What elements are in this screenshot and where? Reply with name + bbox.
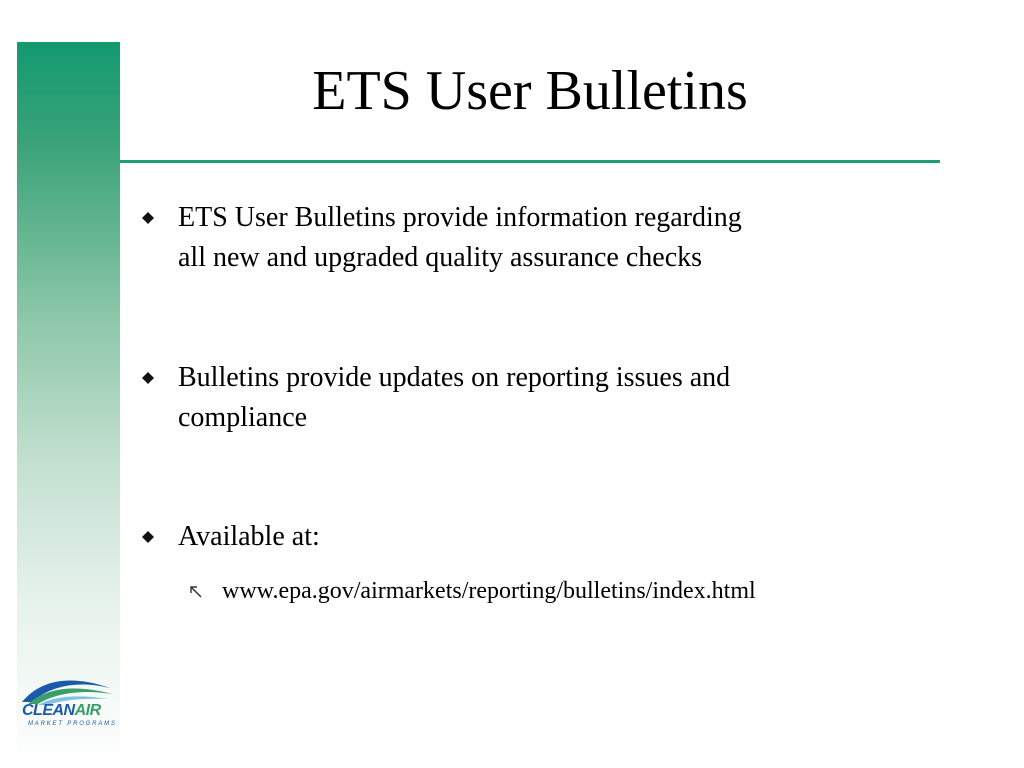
title-divider — [120, 160, 940, 163]
bullet-text-line: compliance — [178, 402, 308, 433]
bullet-item — [142, 358, 862, 438]
logo-wordmark — [22, 703, 101, 719]
bullet-text-line: Available at: — [178, 521, 320, 552]
wave-logo-icon — [18, 672, 118, 706]
bullet-text — [178, 198, 742, 278]
bullet-item — [142, 198, 862, 278]
sub-bullet-item — [188, 574, 756, 608]
bullet-text — [178, 358, 730, 438]
bulletin-url-link[interactable]: www.epa.gov/airmarkets/reporting/bulletins/index.html — [222, 578, 756, 604]
logo-word-air: AIR — [74, 702, 101, 719]
clean-air-logo — [18, 672, 118, 732]
logo-word-clean: CLEAN — [22, 702, 75, 719]
diamond-bullet-icon — [142, 212, 154, 224]
bullet-text-line: Bulletins provide updates on reporting issues and — [178, 362, 731, 393]
bullet-text-line: ETS User Bulletins provide information regarding — [178, 202, 742, 233]
diamond-bullet-icon — [142, 372, 154, 384]
bullet-text-line: all new and upgraded quality assurance checks — [178, 242, 703, 273]
bullet-text — [178, 517, 320, 557]
logo-subtitle: MARKET PROGRAMS — [28, 721, 117, 727]
arrow-up-left-icon — [188, 584, 204, 600]
side-gradient-bar — [17, 42, 120, 768]
bullet-item — [142, 517, 862, 557]
slide-title: ETS User Bulletins — [312, 60, 748, 122]
diamond-bullet-icon — [142, 531, 154, 543]
